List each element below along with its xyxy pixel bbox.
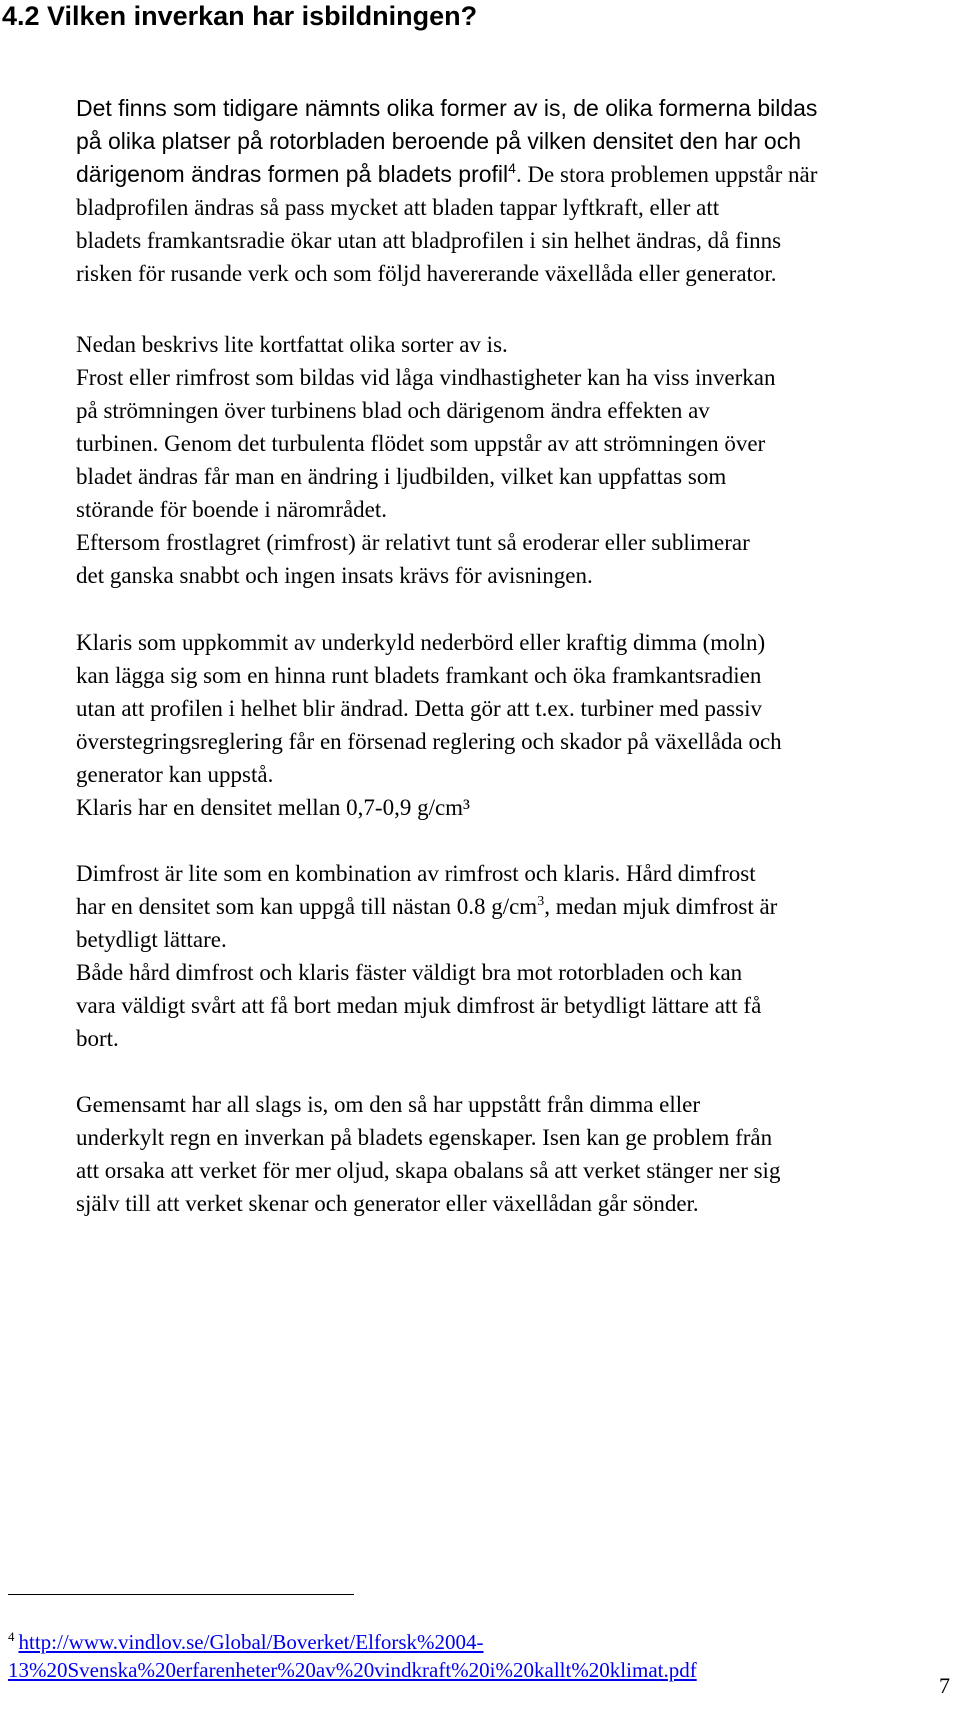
footnote-mark: 4 [8,1629,15,1644]
text-line: bladet ändras får man en ändring i ljudbilden, vilket kan uppfattas som [76,464,727,489]
text-line: Frost eller rimfrost som bildas vid låga vindhastigheter kan ha viss inverkan [76,365,776,390]
footnote [8,1628,697,1684]
text-line: kan lägga sig som en hinna runt bladets framkant och öka framkantsradien [76,663,762,688]
text-line: på strömningen över turbinens blad och därigenom ändra effekten av [76,398,710,423]
text-line: Gemensamt har all slags is, om den så har uppstått från dimma eller [76,1092,701,1117]
text-segment: . De stora problemen uppstår när [515,162,818,187]
text-line: Klaris har en densitet mellan 0,7-0,9 g/cm³ [76,795,470,820]
text-line: Klaris som uppkommit av underkyld nederbörd eller kraftig dimma (moln) [76,630,766,655]
text-line: vara väldigt svårt att få bort medan mjuk dimfrost är betydligt lättare att få [76,993,762,1018]
text-line: att orsaka att verket för mer oljud, skapa obalans så att verket stänger ner sig [76,1158,781,1183]
paragraph-frost [76,328,775,592]
paragraph-blade-profile [76,92,817,290]
text-line: Det finns som tidigare nämnts olika former av is, de olika formerna bildas [76,95,818,121]
paragraph-rime-fog [76,857,777,1055]
text-line: störande för boende i närområdet. [76,497,388,522]
footnote-link-part1[interactable]: http://www.vindlov.se/Global/Boverket/Elforsk%2004- [18,1630,484,1654]
text-line: betydligt lättare. [76,927,227,952]
footnote-link-part2[interactable]: 13%20Svenska%20erfarenheter%20av%20vindkraft%20i%20kallt%20klimat.pdf [8,1658,697,1682]
paragraph-glaze-ice [76,626,782,824]
text-line: bladets framkantsradie ökar utan att bladprofilen i sin helhet ändras, då finns [76,228,782,253]
text-line [76,890,777,923]
text-line: bort. [76,1026,119,1051]
footnote-line [8,1628,697,1656]
text-segment: har en densitet som kan uppgå till nästan 0.8 g/cm [76,894,538,919]
text-line: Nedan beskrivs lite kortfattat olika sorter av is. [76,332,508,357]
text-line: utan att profilen i helhet blir ändrad. Detta gör att t.ex. turbiner med passiv [76,696,762,721]
text-segment: , medan mjuk dimfrost är [544,894,778,919]
footnote-separator [8,1594,354,1595]
text-line: Dimfrost är lite som en kombination av rimfrost och klaris. Hård dimfrost [76,861,756,886]
text-line: risken för rusande verk och som följd havererande växellåda eller generator. [76,261,777,286]
superscript: 3 [537,894,545,909]
text-line: turbinen. Genom det turbulenta flödet som uppstår av att strömningen över [76,431,766,456]
text-line: på olika platser på rotorbladen beroende på vilken densitet den har och [76,128,801,154]
text-line: Eftersom frostlagret (rimfrost) är relativt tunt så eroderar eller sublimerar [76,530,750,555]
footnote-reference[interactable]: 4 [508,160,516,176]
text-line: generator kan uppstå. [76,762,274,787]
text-line: Både hård dimfrost och klaris fäster väldigt bra mot rotorbladen och kan [76,960,743,985]
section-heading: 4.2 Vilken inverkan har isbildningen? [2,1,478,31]
text-line: bladprofilen ändras så pass mycket att bladen tappar lyftkraft, eller att [76,195,720,220]
text-line: överstegringsreglering får en försenad reglering och skador på växellåda och [76,729,782,754]
text-line: det ganska snabbt och ingen insats krävs för avisningen. [76,563,593,588]
page-number: 7 [939,1673,950,1698]
text-line: själv till att verket skenar och generator eller växellådan går sönder. [76,1191,699,1216]
text-line [76,158,817,191]
footnote-line [8,1656,697,1684]
paragraph-summary [76,1088,780,1220]
text-segment: därigenom ändras formen på bladets profil [76,161,509,187]
text-line: underkylt regn en inverkan på bladets egenskaper. Isen kan ge problem från [76,1125,773,1150]
